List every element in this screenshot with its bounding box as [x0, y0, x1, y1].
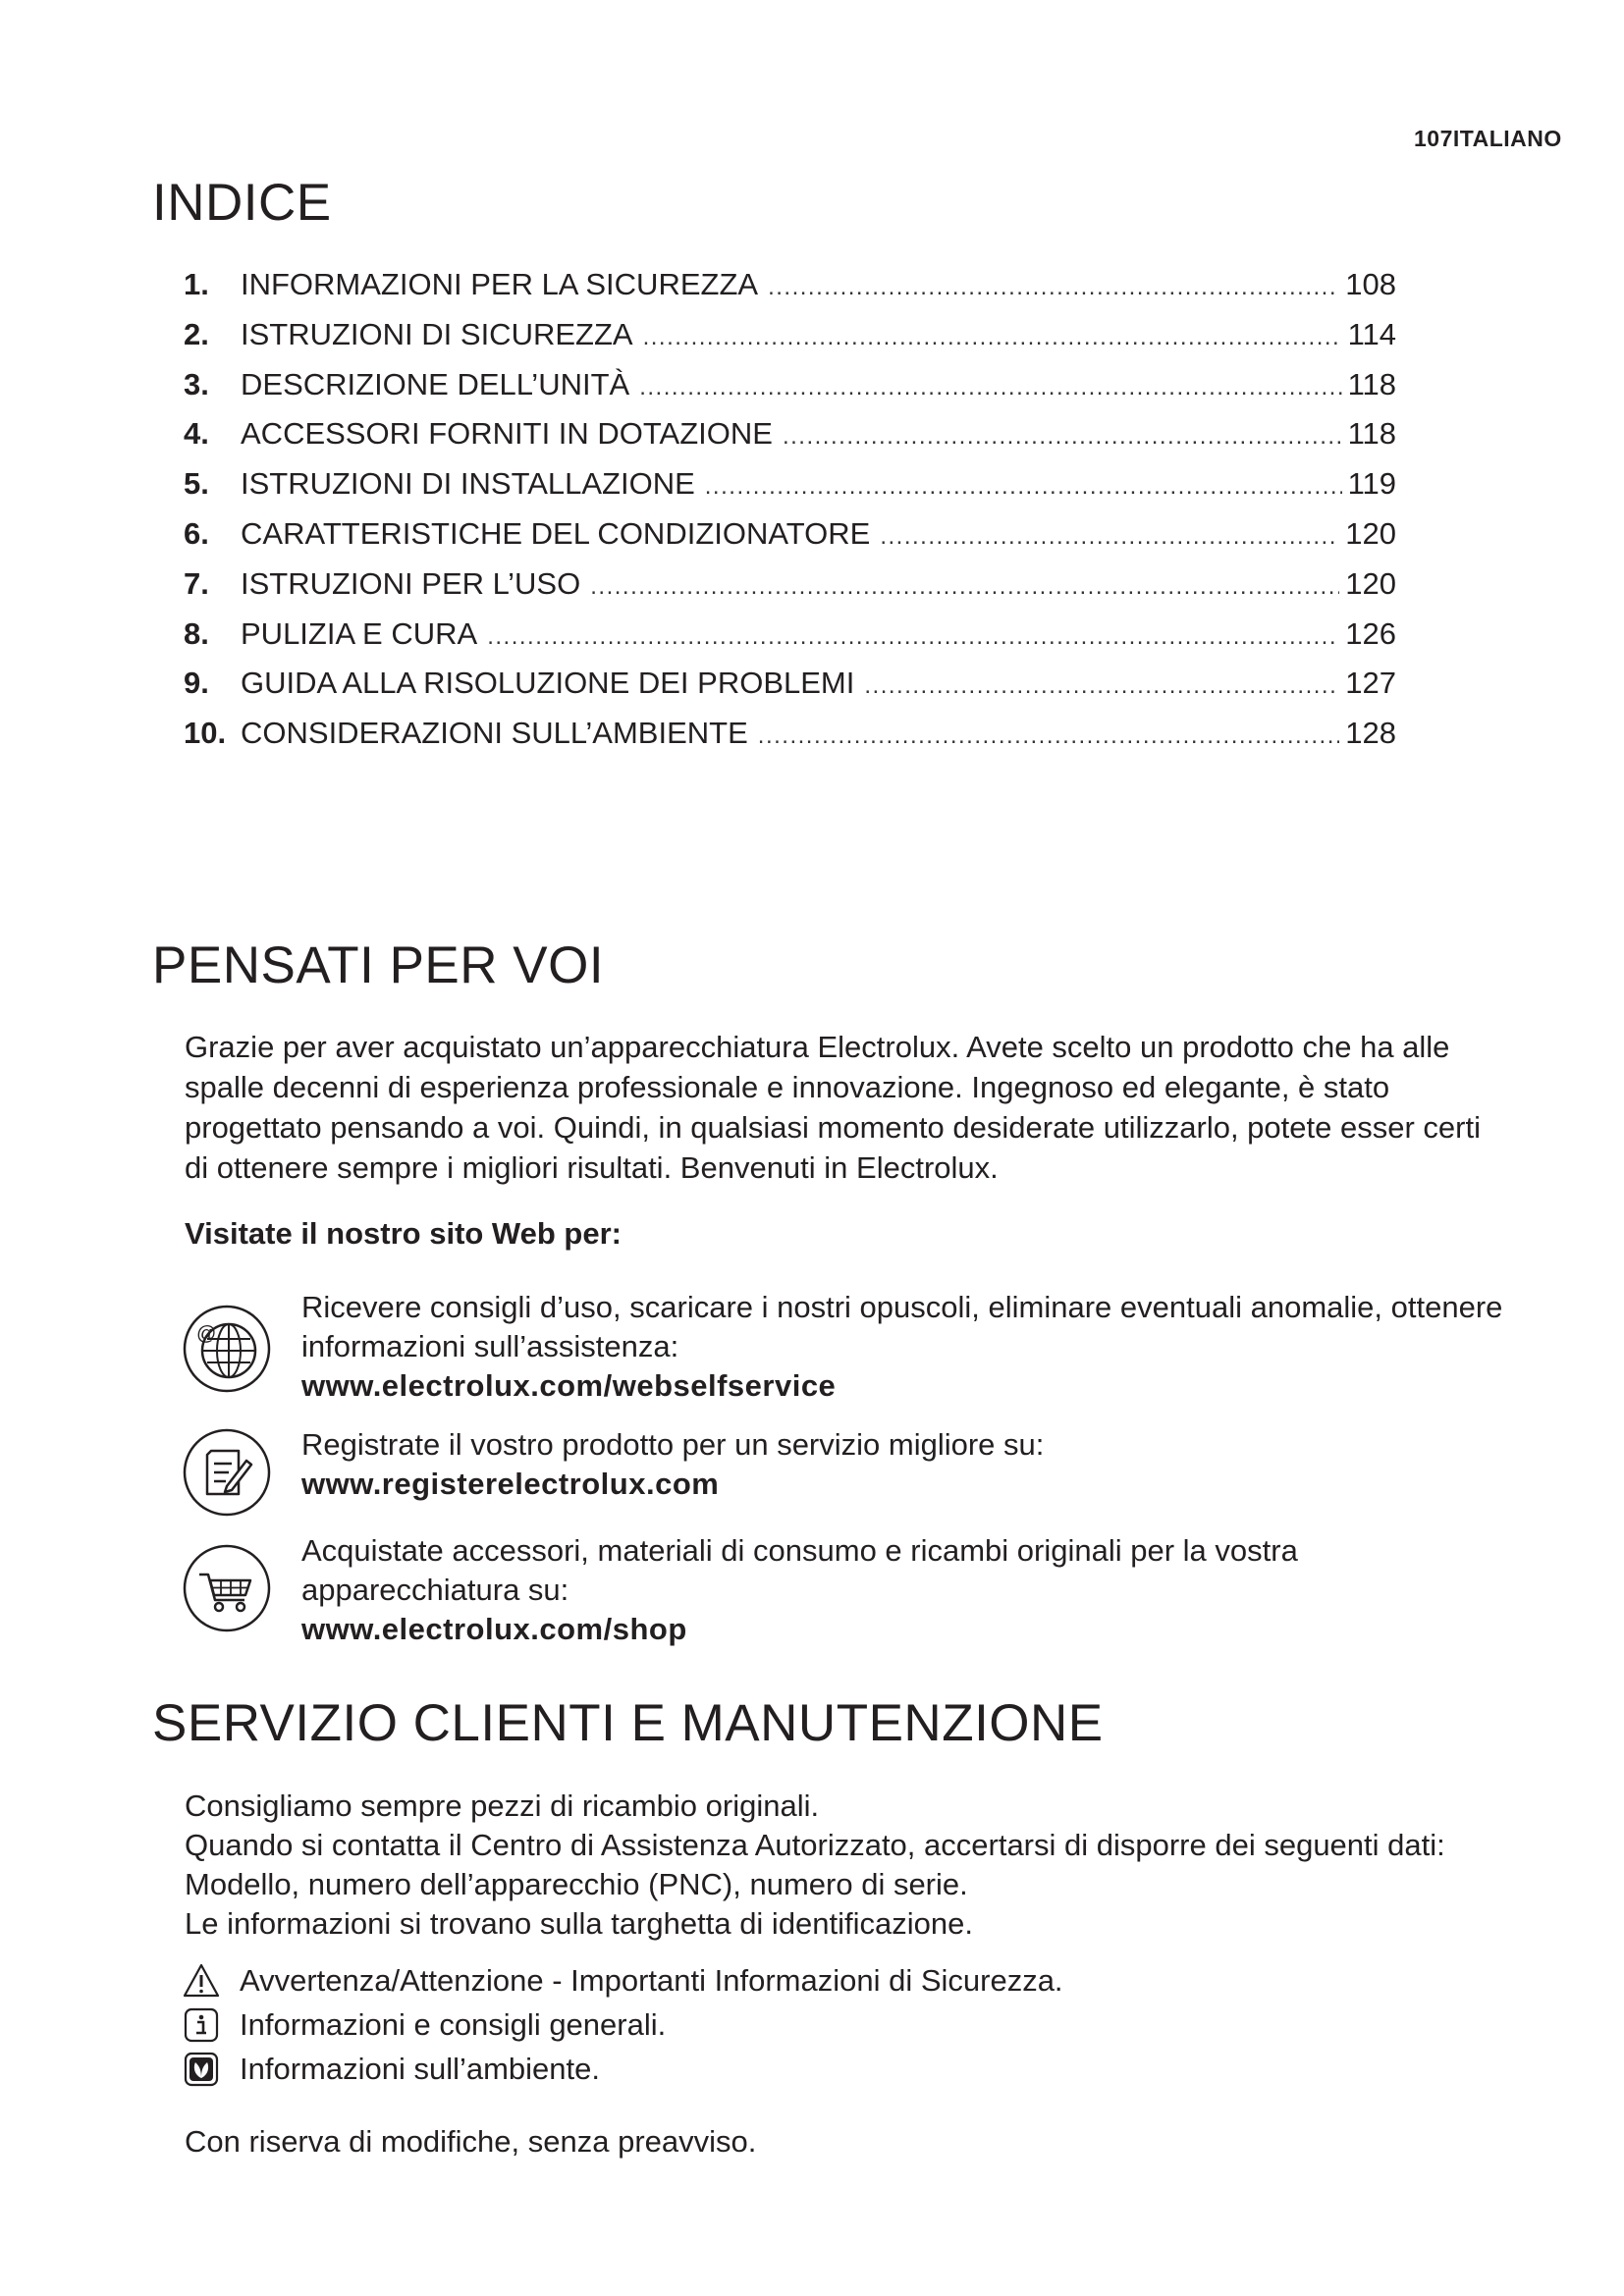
toc-item-number: 2.: [184, 316, 209, 351]
register-link[interactable]: www.registerelectrolux.com: [301, 1467, 720, 1501]
toc-item[interactable]: [184, 616, 1396, 667]
toc-item-title: DESCRIZIONE DELL’UNITÀ: [241, 366, 630, 401]
toc-item-page: 127: [1345, 666, 1396, 701]
toc-leader-dots: [590, 573, 1339, 601]
web-item-description: Ricevere consigli d’uso, scaricare i nostri opuscoli, eliminare eventuali anomalie, ottenere informazioni sull’assistenza:: [301, 1290, 1503, 1363]
toc-leader-dots: [783, 423, 1342, 451]
toc-item-page: 114: [1347, 316, 1396, 351]
page-number-language: 107ITALIANO: [1414, 126, 1562, 151]
toc-item[interactable]: [184, 317, 1396, 367]
toc-item-title: GUIDA ALLA RISOLUZIONE DEI PROBLEMI: [241, 666, 855, 701]
toc-item-title: ISTRUZIONI DI SICUREZZA: [241, 316, 633, 351]
legend-item: [183, 2002, 1361, 2047]
toc-item-page: 118: [1347, 366, 1396, 401]
svg-text:@: @: [196, 1323, 217, 1345]
shopping-cart-icon: [182, 1543, 272, 1633]
toc-item-page: 108: [1345, 267, 1396, 301]
toc-item-title: ISTRUZIONI DI INSTALLAZIONE: [241, 466, 695, 502]
toc-item-page: 120: [1345, 565, 1396, 601]
about-intro-paragraph: Grazie per aver acquistato un’apparecchiatura Electrolux. Avete scelto un prodotto che ha alle spalle decenni di esperienza professionale e innovazione. Ingegnoso ed elegante, è stato progettato pensando a voi. Quindi, in qualsiasi momento desiderate utilizzarlo, potete esser certi di ottenere sempre i migliori risultati. Benvenuti in Electrolux.: [185, 1030, 1481, 1185]
table-of-contents: [184, 267, 1396, 766]
toc-item-number: 7.: [184, 565, 209, 601]
toc-leader-dots: [768, 274, 1339, 301]
legend-text: Avvertenza/Attenzione - Importanti Informazioni di Sicurezza.: [240, 1962, 1063, 1998]
toc-item-number: 1.: [184, 267, 209, 301]
toc-leader-dots: [758, 722, 1339, 750]
toc-item[interactable]: [184, 666, 1396, 716]
toc-item[interactable]: [184, 416, 1396, 466]
legend-text: Informazioni sull’ambiente.: [240, 2051, 601, 2086]
toc-leader-dots: [487, 623, 1339, 651]
toc-leader-dots: [880, 523, 1339, 551]
service-section-title: SERVIZIO CLIENTI E MANUTENZIONE: [152, 1694, 1104, 1752]
toc-item-number: 9.: [184, 666, 209, 701]
toc-item-number: 8.: [184, 615, 209, 651]
toc-item[interactable]: [184, 267, 1396, 317]
toc-item-page: 118: [1347, 416, 1396, 452]
toc-leader-dots: [864, 672, 1339, 700]
toc-item-page: 119: [1347, 466, 1396, 502]
register-form-icon: [182, 1427, 272, 1518]
toc-leader-dots: [643, 324, 1342, 351]
visit-website-heading: Visitate il nostro sito Web per:: [185, 1216, 622, 1251]
toc-leader-dots: [639, 374, 1341, 401]
toc-item-title: CARATTERISTICHE DEL CONDIZIONATORE: [241, 515, 871, 551]
environment-icon: [183, 2051, 220, 2088]
service-paragraph: [185, 1787, 1500, 1944]
toc-item[interactable]: [184, 566, 1396, 616]
legend-text: Informazioni e consigli generali.: [240, 2006, 667, 2042]
toc-item-page: 120: [1345, 515, 1396, 551]
globe-icon: [182, 1304, 272, 1394]
toc-item[interactable]: [184, 516, 1396, 566]
web-item-description: Registrate il vostro prodotto per un servizio migliore su:: [301, 1427, 1045, 1462]
toc-title: INDICE: [152, 174, 332, 232]
toc-item-title: INFORMAZIONI PER LA SICUREZZA: [241, 267, 759, 301]
warning-icon: [183, 1962, 220, 2000]
legend-item: [183, 1958, 1361, 2002]
toc-item-page: 128: [1345, 716, 1396, 751]
webselfservice-link[interactable]: www.electrolux.com/webselfservice: [301, 1368, 837, 1403]
symbol-legend: [183, 1958, 1361, 2091]
toc-item-number: 10.: [184, 716, 227, 751]
toc-item-title: CONSIDERAZIONI SULL’AMBIENTE: [241, 716, 748, 751]
info-icon: [183, 2006, 220, 2044]
toc-item-title: ISTRUZIONI PER L’USO: [241, 565, 581, 601]
toc-item-title: ACCESSORI FORNITI IN DOTAZIONE: [241, 416, 773, 452]
service-line: Le informazioni si trovano sulla targhetta di identificazione.: [185, 1906, 974, 1941]
toc-item-title: PULIZIA E CURA: [241, 615, 478, 651]
web-item-description: Acquistate accessori, materiali di consumo e ricambi originali per la vostra apparecchiatura su:: [301, 1533, 1298, 1607]
toc-item-number: 6.: [184, 515, 209, 551]
toc-item-number: 4.: [184, 416, 209, 452]
service-line: Quando si contatta il Centro di Assistenza Autorizzato, accertarsi di disporre dei seguenti dati: Modello, numero dell’apparecchio (PNC), numero di serie.: [185, 1828, 1445, 1901]
toc-item-number: 5.: [184, 466, 209, 502]
shop-link[interactable]: www.electrolux.com/shop: [301, 1612, 687, 1646]
toc-item[interactable]: [184, 367, 1396, 417]
legend-item: [183, 2047, 1361, 2091]
toc-item[interactable]: [184, 716, 1396, 766]
toc-item-page: 126: [1345, 615, 1396, 651]
about-section-title: PENSATI PER VOI: [152, 936, 605, 994]
toc-item-number: 3.: [184, 366, 209, 401]
service-line: Consigliamo sempre pezzi di ricambio originali.: [185, 1789, 820, 1823]
closing-note: Con riserva di modifiche, senza preavviso.: [185, 2124, 757, 2159]
toc-leader-dots: [705, 473, 1342, 501]
toc-item[interactable]: [184, 466, 1396, 516]
